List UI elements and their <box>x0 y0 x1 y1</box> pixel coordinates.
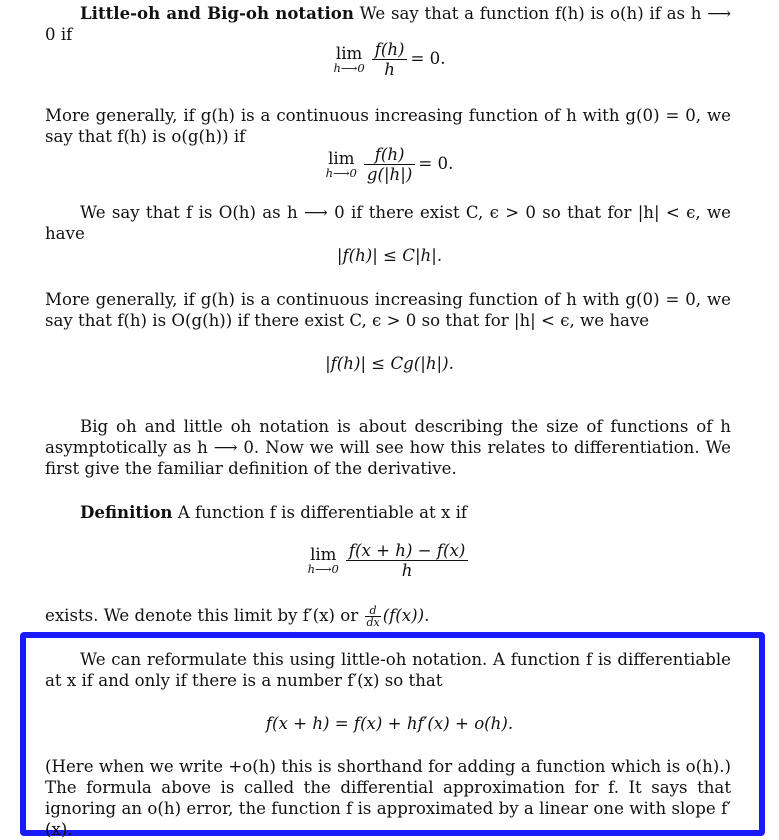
equation-rhs: = 0. <box>418 154 454 173</box>
lim-label: lim <box>335 44 363 63</box>
fraction-denominator: h <box>401 561 413 580</box>
lim-subscript: h⟶0 <box>333 61 365 75</box>
equation-rhs: = 0. <box>410 49 446 68</box>
fraction-numerator: f(h) <box>364 145 415 165</box>
fraction-numerator: f(x + h) − f(x) <box>346 541 469 561</box>
fraction-denominator: g(|h|) <box>366 165 413 184</box>
lim-subscript: h⟶0 <box>325 166 357 180</box>
exists-paragraph <box>45 605 731 628</box>
definition-text: A function f is differentiable at x if <box>172 503 468 522</box>
exists-text: exists. We denote this limit by f′(x) or <box>45 606 359 625</box>
lim-label: lim <box>328 149 355 168</box>
equation-little-oh-general <box>0 145 779 184</box>
general-big-oh-paragraph: More generally, if g(h) is a continuous increasing function of h with g(0) = 0, we say that f(h) is O(g(h)) if there exist C, ϵ > 0 so that for |h| < ϵ, we have <box>45 290 731 330</box>
section-heading: Little-oh and Big-oh notation <box>80 3 354 23</box>
equation-big-oh: |f(h)| ≤ C|h|. <box>336 246 443 265</box>
asymptotic-paragraph: Big oh and little oh notation is about describing the size of functions of h asymptotically as h ⟶ 0. Now we will see how this relates to differentiation. We first give the familiar definition of the derivative. <box>45 417 731 478</box>
lim-subscript: h⟶0 <box>307 562 339 576</box>
fraction-denominator: h <box>384 60 395 79</box>
equation-derivative-limit <box>0 541 779 580</box>
exists-tail: (f(x)). <box>382 606 430 625</box>
equation-big-oh-general: |f(h)| ≤ Cg(|h|). <box>325 354 454 373</box>
intro-paragraph <box>45 3 731 45</box>
reformulation-paragraph: We can reformulate this using little-oh notation. A function f is differentiable at x if and only if there is a number f′(x) so that <box>45 650 731 690</box>
definition-heading: Definition <box>80 502 173 522</box>
fraction-numerator: f(h) <box>372 40 408 60</box>
intro-text: We say that a function f(h) is o(h) if as h ⟶ 0 if <box>45 4 731 44</box>
definition-paragraph <box>45 502 731 523</box>
equation-differential-approximation: f(x + h) = f(x) + hf′(x) + o(h). <box>265 714 514 733</box>
general-little-oh-paragraph: More generally, if g(h) is a continuous increasing function of h with g(0) = 0, we say that f(h) is o(g(h)) if <box>45 106 731 146</box>
lim-label: lim <box>310 545 337 564</box>
approximation-paragraph: (Here when we write +o(h) this is shorthand for adding a function which is o(h).) The formula above is called the differential approximation for f. It says that ignoring an o(h) error, the function f is approximated by a linear one with slope f′(x). <box>45 757 731 839</box>
d-dx-fraction: $\frac{d}{dx}$ <box>366 604 380 629</box>
equation-little-oh <box>0 40 779 79</box>
big-oh-paragraph: We say that f is O(h) as h ⟶ 0 if there exist C, ϵ > 0 so that for |h| < ϵ, we have <box>45 203 731 243</box>
